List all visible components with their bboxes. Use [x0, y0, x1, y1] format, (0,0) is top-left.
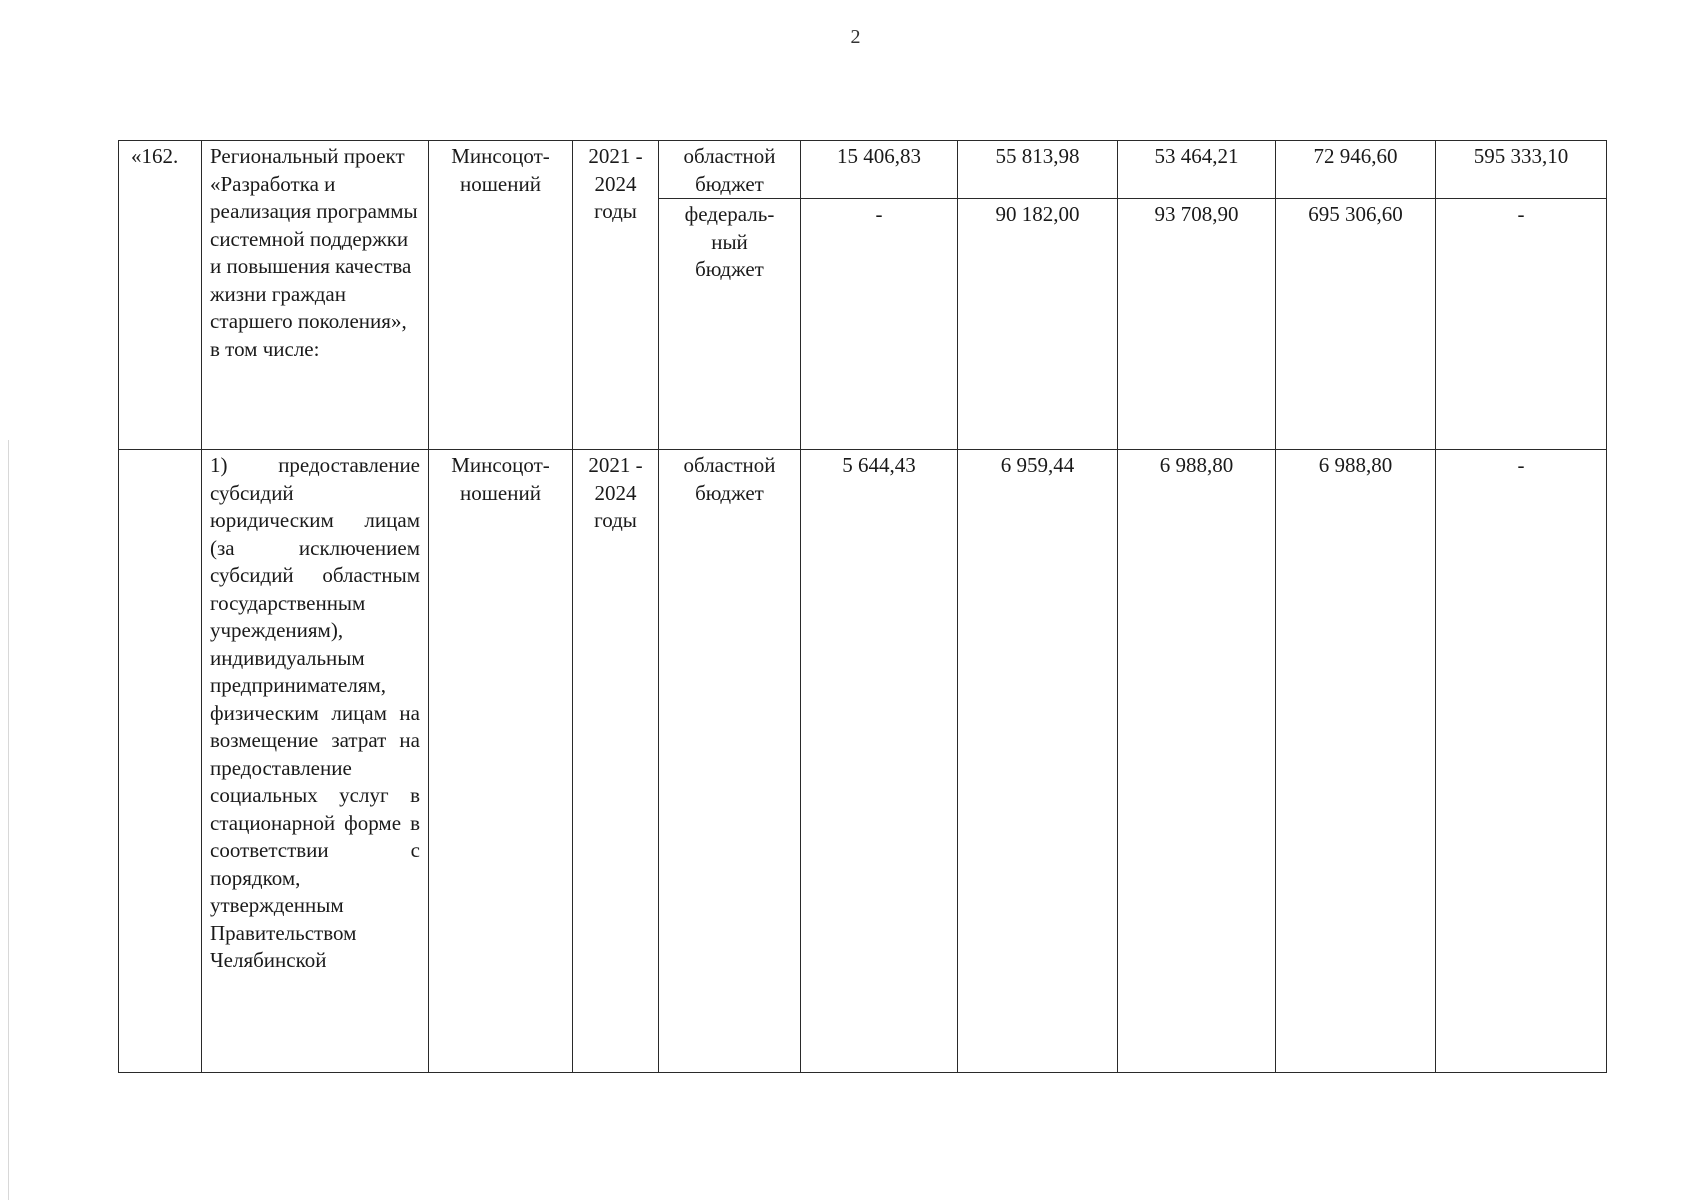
value-cell: 6 959,44 [958, 450, 1118, 1073]
scan-edge-mark [8, 440, 9, 1200]
executor: Минсоцот- ношений [429, 450, 573, 1073]
value-cell: 72 946,60 [1276, 141, 1436, 199]
value-cell: 6 988,80 [1118, 450, 1276, 1073]
period: 2021 - 2024 годы [573, 450, 659, 1073]
value-cell: - [1436, 199, 1607, 450]
table-row [119, 141, 1607, 199]
funding-source: областной бюджет [659, 141, 801, 199]
row-number: «162. [119, 141, 202, 450]
value-cell: 6 988,80 [1276, 450, 1436, 1073]
value-cell: 53 464,21 [1118, 141, 1276, 199]
value-cell: - [1436, 450, 1607, 1073]
sub-item-name: 1) предоставление субсидий юридическим лицам (за исключением субсидий областным государственным учреждениям), индивидуальным предпринимателям, физическим лицам на возмещение затрат на предоставление социальных услуг в стационарной форме в соответствии с порядком, утвержденным Правительством Челябинской [202, 450, 429, 1073]
budget-table [118, 140, 1607, 1073]
period: 2021 - 2024 годы [573, 141, 659, 450]
table-row [119, 450, 1607, 1073]
value-cell: 90 182,00 [958, 199, 1118, 450]
executor: Минсоцот- ношений [429, 141, 573, 450]
funding-source: областной бюджет [659, 450, 801, 1073]
value-cell: 55 813,98 [958, 141, 1118, 199]
value-cell: 93 708,90 [1118, 199, 1276, 450]
value-cell: 15 406,83 [801, 141, 958, 199]
funding-source: федераль- ный бюджет [659, 199, 801, 450]
page-number: 2 [850, 26, 861, 48]
project-name: Региональный проект «Разработка и реализация программы системной поддержки и повышения качества жизни граждан старшего поколения», в том числе: [202, 141, 429, 450]
value-cell: 695 306,60 [1276, 199, 1436, 450]
row-number [119, 450, 202, 1073]
value-cell: - [801, 199, 958, 450]
value-cell: 5 644,43 [801, 450, 958, 1073]
value-cell: 595 333,10 [1436, 141, 1607, 199]
